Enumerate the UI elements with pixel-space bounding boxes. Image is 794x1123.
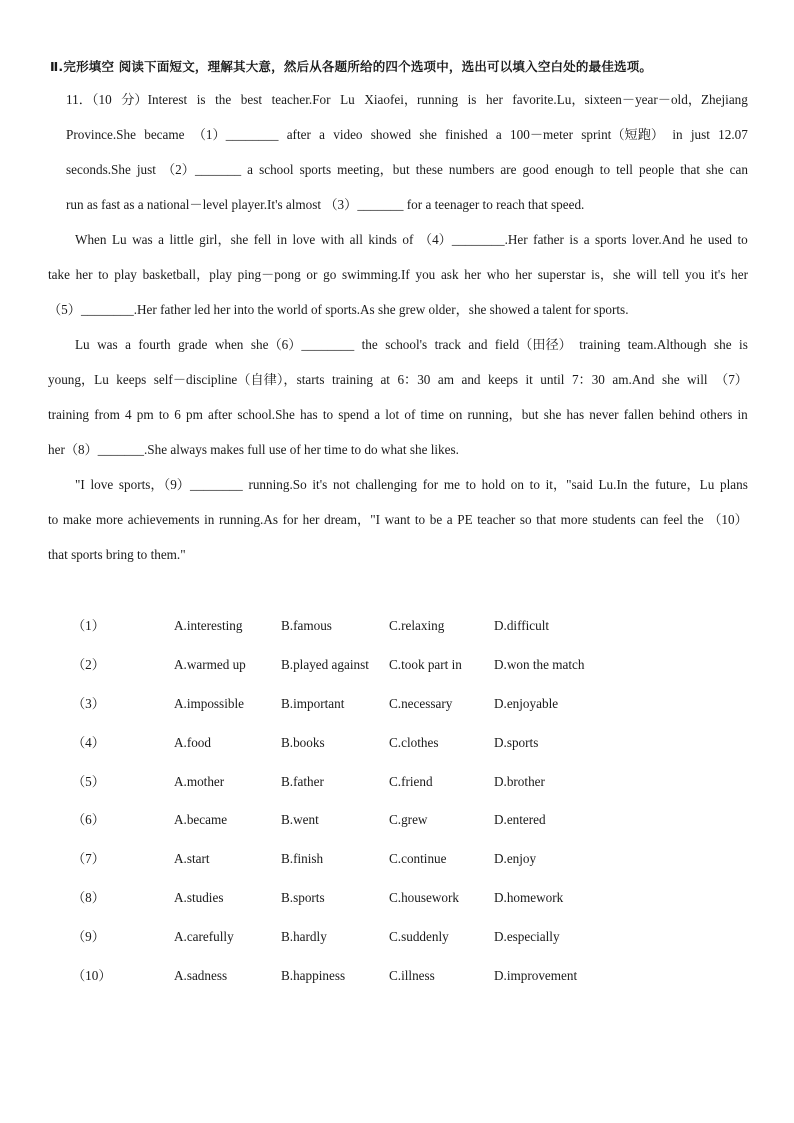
passage-line: When Lu was a little girl，she fell in love with all kinds of （4）________.Her father is a sports lover.And he used to <box>75 232 748 247</box>
option-c: C.necessary <box>389 695 453 711</box>
option-a: A.interesting <box>174 618 243 633</box>
option-b: B.went <box>281 812 319 828</box>
option-b: B.happiness <box>281 968 346 984</box>
option-row <box>72 925 672 964</box>
option-a: A.mother <box>174 773 225 789</box>
option-b: B.finish <box>281 851 324 867</box>
options-table <box>72 614 672 1003</box>
option-c: C.clothes <box>389 734 439 750</box>
option-c: C.friend <box>389 773 433 789</box>
passage-line: her（8）_______.She always makes full use of her time to do what she likes. <box>48 442 459 457</box>
option-c: C.illness <box>389 968 435 984</box>
option-d: D.especially <box>494 929 560 945</box>
cloze-passage <box>48 88 748 578</box>
option-a: A.became <box>174 812 228 828</box>
option-b: B.sports <box>281 890 325 906</box>
option-row <box>72 770 672 809</box>
option-c: C.continue <box>389 851 447 867</box>
option-row <box>72 692 672 731</box>
passage-line: young，Lu keeps self－discipline（自律），starts training at 6：30 am and keeps it until 7：30 am.And she will （7） <box>48 372 748 387</box>
option-b: B.books <box>281 734 325 750</box>
question-number: （3） <box>72 695 105 711</box>
option-row <box>72 964 672 1003</box>
option-d: D.entered <box>494 812 546 828</box>
option-d: D.difficult <box>494 618 550 633</box>
passage-line: that sports bring to them." <box>48 547 186 562</box>
passage-line: take her to play basketball，play ping－pong or go swimming.If you ask her who her superstar is，she will tell you it's her <box>48 267 748 282</box>
passage-line: training from 4 pm to 6 pm after school.She has to spend a lot of time on running，but she has never fallen behind others in <box>48 407 748 422</box>
passage-line: to make more achievements in running.As for her dream，"I want to be a PE teacher so that more students can feel the （10） <box>48 512 748 527</box>
option-d: D.brother <box>494 773 545 789</box>
option-a: A.carefully <box>174 929 234 945</box>
option-a: A.start <box>174 851 210 867</box>
option-c: C.suddenly <box>389 929 449 945</box>
option-b: B.hardly <box>281 929 327 945</box>
question-number: （6） <box>72 812 105 828</box>
option-row <box>72 886 672 925</box>
option-d: D.homework <box>494 890 564 906</box>
option-b: B.important <box>281 695 345 711</box>
question-number: （10） <box>72 968 112 984</box>
question-number: （5） <box>72 773 105 789</box>
question-number: （9） <box>72 929 105 945</box>
question-number: （7） <box>72 851 105 867</box>
passage-line: 11．（10 分）Interest is the best teacher.For Lu Xiaofei，running is her favorite.Lu，sixteen－year－old，Zhejiang <box>66 92 748 107</box>
option-a: A.studies <box>174 890 224 906</box>
passage-line: run as fast as a national－level player.It's almost （3）_______ for a teenager to reach that speed. <box>66 197 585 212</box>
option-a: A.impossible <box>174 695 244 711</box>
passage-line: （5）________.Her father led her into the world of sports.As she grew older，she showed a talent for sports. <box>48 302 629 317</box>
option-a: A.sadness <box>174 968 228 984</box>
option-row <box>72 808 672 847</box>
question-number: （8） <box>72 890 105 906</box>
passage-line: Province.She became （1）________ after a video showed she finished a 100－meter sprint（短跑） in just 12.07 <box>66 127 748 142</box>
option-c: C.took part in <box>389 656 462 672</box>
option-row <box>72 653 672 692</box>
option-b: B.played against <box>281 656 369 672</box>
option-b: B.famous <box>281 618 332 633</box>
option-d: D.improvement <box>494 968 578 984</box>
option-row <box>72 614 672 653</box>
option-d: D.enjoyable <box>494 695 559 711</box>
question-number: （4） <box>72 734 105 750</box>
option-c: C.relaxing <box>389 618 445 633</box>
passage-line: Lu was a fourth grade when she（6）________ the school's track and field（田径） training team.Although she is <box>75 337 748 352</box>
option-c: C.housework <box>389 890 459 906</box>
passage-line: seconds.She just （2）_______ a school sports meeting，but these numbers are good enough to tell people that she can <box>66 162 748 177</box>
section-title: Ⅱ.完形填空 阅读下面短文，理解其大意，然后从各题所给的四个选项中，选出可以填入空白处的最佳选项。 <box>50 59 653 74</box>
option-b: B.father <box>281 773 324 789</box>
option-d: D.sports <box>494 734 539 750</box>
passage-line: "I love sports，（9）________ running.So it's not challenging for me to hold on to it，"said Lu.In the future，Lu plans <box>75 477 748 492</box>
option-row <box>72 847 672 886</box>
option-d: D.won the match <box>494 656 585 672</box>
option-d: D.enjoy <box>494 851 537 867</box>
option-a: A.warmed up <box>174 656 246 672</box>
question-number: （1） <box>72 618 105 633</box>
option-c: C.grew <box>389 812 428 828</box>
question-number: （2） <box>72 656 105 672</box>
option-row <box>72 731 672 770</box>
option-a: A.food <box>174 734 211 750</box>
